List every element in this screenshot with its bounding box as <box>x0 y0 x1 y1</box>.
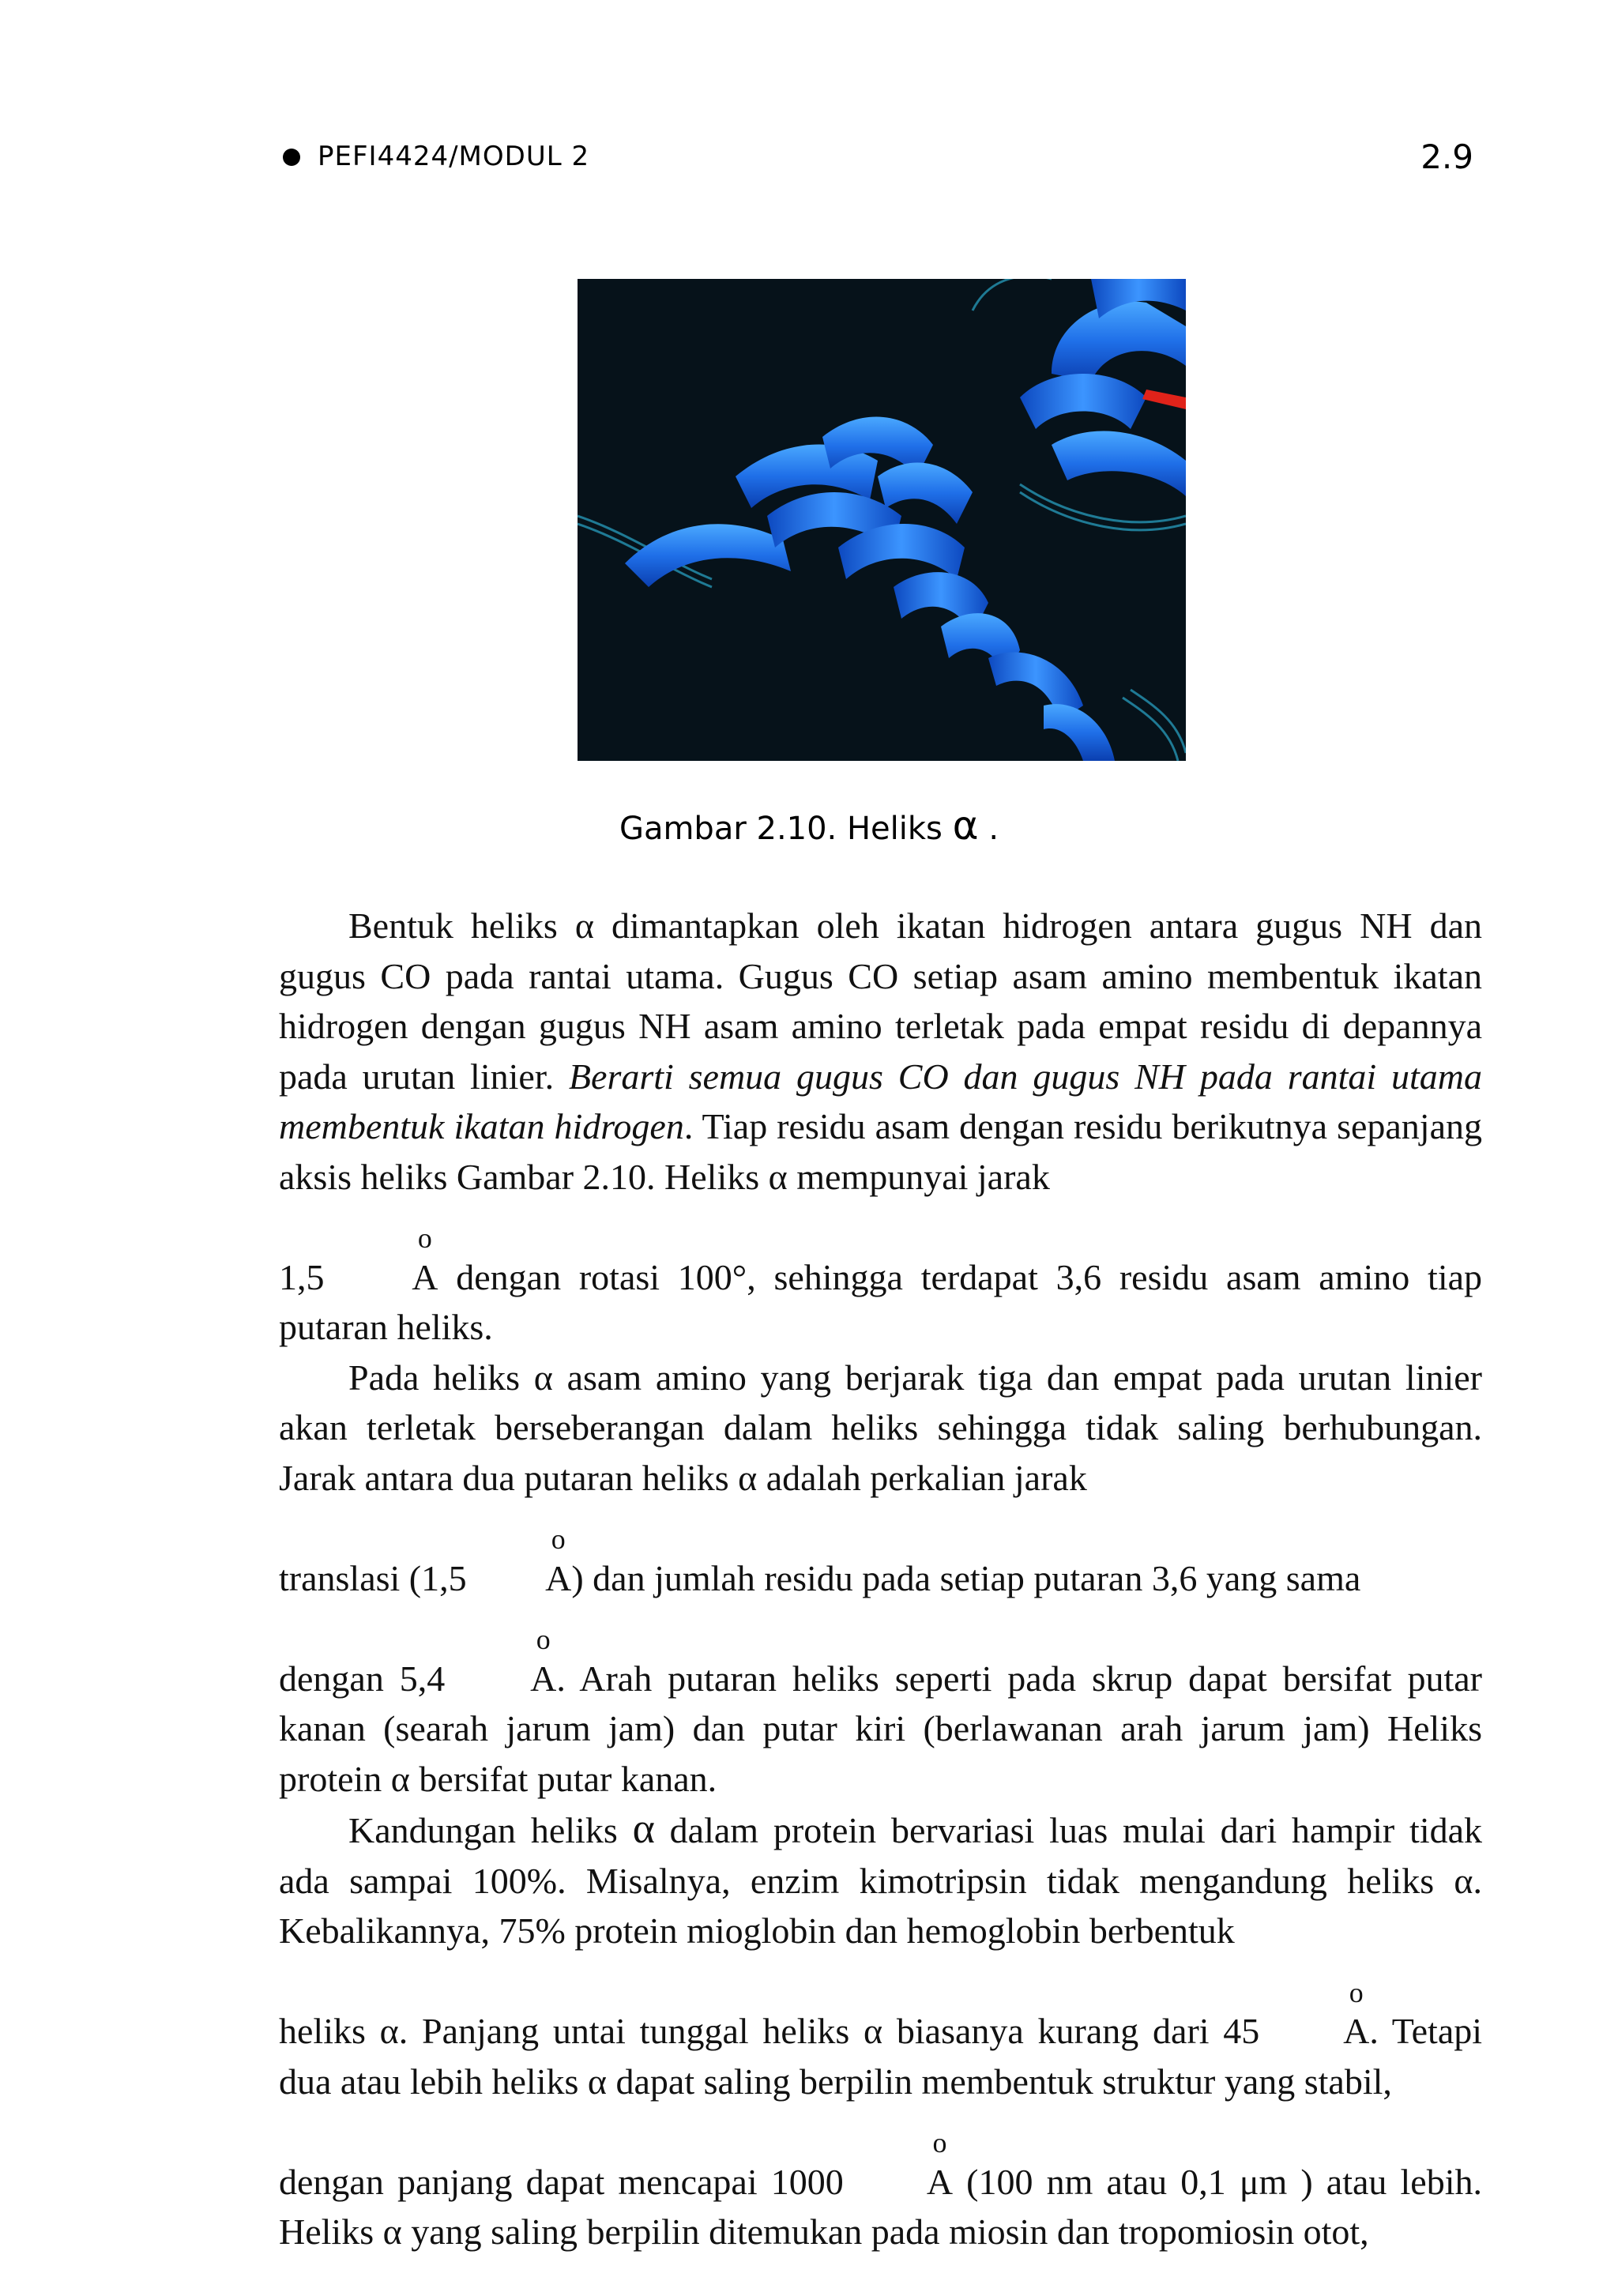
angstrom-symbol: o A <box>857 2157 953 2208</box>
running-header <box>277 139 1473 179</box>
paragraph-3 <box>279 1804 1482 2257</box>
p3-alpha-symbol: α <box>632 1805 655 1852</box>
angstrom-symbol: o A <box>342 1252 438 1303</box>
bullet-icon <box>283 149 300 166</box>
p3-text-f: (100 nm atau 0,1 <box>966 2161 1226 2202</box>
p1-text-c: 1,5 <box>279 1256 325 1297</box>
p3-text-a: Kandungan heliks <box>348 1810 618 1850</box>
p1-text-a: Bentuk heliks α dimantapkan oleh ikatan hidrogen antara gugus NH dan gugus CO pada rantai utama. Gugus CO setiap asam amino membentuk ikatan hidrogen dengan gugus NH asam amino terletak pada empat residu di depannya pada urutan linier. <box>279 905 1482 1097</box>
p1-text-d: dengan rotasi 100°, sehingga terdapat 3,6 residu asam amino tiap putaran heliks. <box>279 1256 1483 1347</box>
page-number: 2.9 <box>1420 137 1473 176</box>
p2-text-d: dengan 5,4 <box>279 1658 446 1699</box>
p2-text-a: Pada heliks α asam amino yang berjarak tiga dan empat pada urutan linier akan terletak berseberangan dalam heliks sehingga tidak saling berhubungan. Jarak antara dua putaran heliks α adalah perkalian jarak <box>279 1357 1482 1498</box>
p3-text-e: dengan panjang dapat mencapai 1000 <box>279 2161 844 2202</box>
paragraph-1 <box>279 901 1482 1353</box>
p2-text-b: translasi (1,5 <box>279 1557 467 1598</box>
body-text <box>279 901 1482 2257</box>
p2-text-c: ) dan jumlah residu pada setiap putaran 3,6 yang sama <box>571 1557 1361 1598</box>
caption-alpha-symbol: α <box>952 803 979 849</box>
module-title: PEFI4424/MODUL 2 <box>318 141 590 172</box>
p3-text-c: heliks α. Panjang untai tunggal heliks α biasanya kurang dari 45 <box>279 2011 1260 2051</box>
p1-italic-text: Berarti semua gugus CO dan gugus NH pada rantai utama membentuk ikatan hidrogen <box>279 1056 1482 1146</box>
alpha-helix-figure <box>578 279 1186 761</box>
figure-caption <box>0 803 1618 849</box>
p3-mu-symbol: μm <box>1239 2161 1288 2202</box>
angstrom-symbol: o A <box>461 1654 556 1704</box>
p1-text-b: . Tiap residu asam dengan residu berikutnya sepanjang aksis heliks Gambar 2.10. Heliks α mempunyai jarak <box>279 1106 1482 1197</box>
p3-text-g: ) atau lebih. Heliks α yang saling berpilin ditemukan pada miosin dan tropomiosin otot, <box>279 2161 1482 2252</box>
angstrom-symbol: o A <box>476 1553 571 1604</box>
caption-prefix: Gambar 2.10. Heliks <box>619 811 953 847</box>
p3-text-b: dalam protein bervariasi luas mulai dari hampir tidak ada sampai 100%. Misalnya, enzim kimotripsin tidak mengandung heliks α. Kebalikannya, 75% protein mioglobin dan hemoglobin berbentuk <box>279 1810 1483 1951</box>
alpha-helix-ribbon-image <box>578 279 1186 761</box>
angstrom-symbol: o A <box>1274 2006 1369 2057</box>
caption-suffix: . <box>988 811 999 847</box>
paragraph-2 <box>279 1353 1482 1805</box>
p2-text-e: . Arah putaran heliks seperti pada skrup dapat bersifat putar kanan (searah jarum jam) dan putar kiri (berlawanan arah jarum jam) Heliks protein α bersifat putar kanan. <box>279 1658 1482 1799</box>
p3-text-d: . Tetapi dua atau lebih heliks α dapat saling berpilin membentuk struktur yang stabil, <box>279 2011 1483 2102</box>
